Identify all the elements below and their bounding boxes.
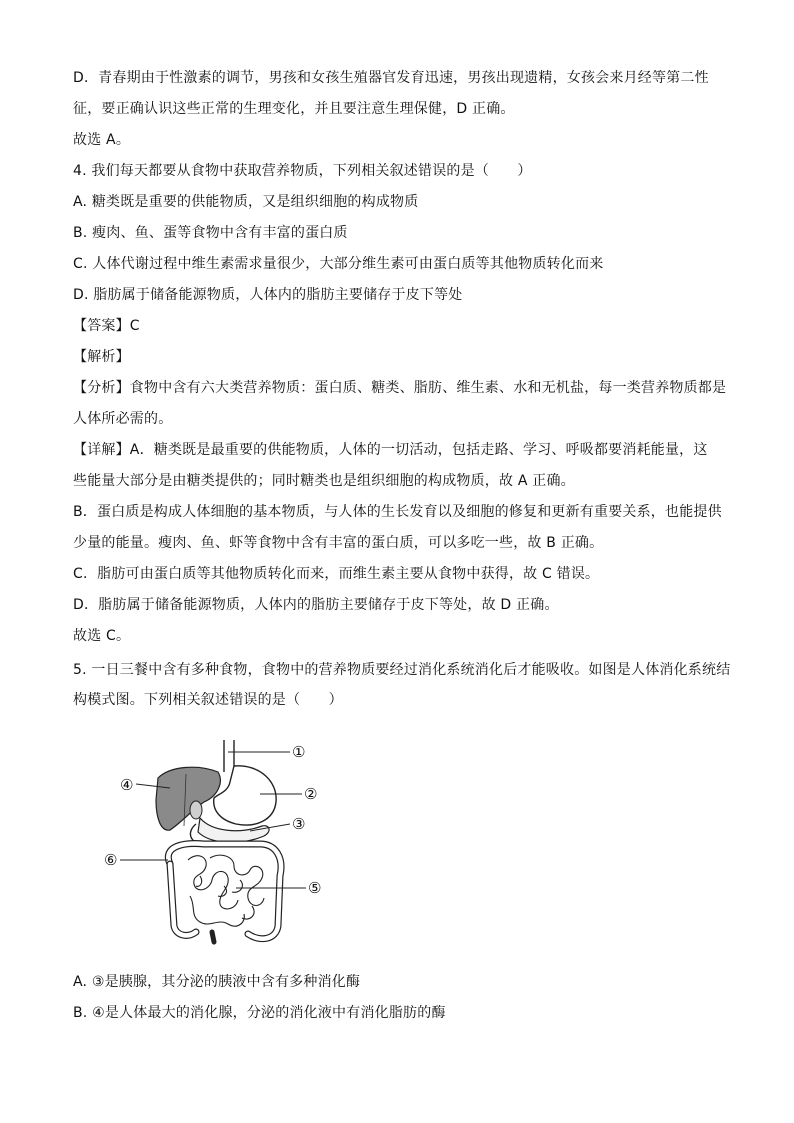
detail-line: 少量的能量。瘦肉、鱼、虾等食物中含有丰富的蛋白质，可以多吃一些，故 B 正确。 [73, 535, 604, 551]
detail-line: C．脂肪可由蛋白质等其他物质转化而来，而维生素主要从食物中获得，故 C 错误。 [73, 566, 600, 582]
analysis-heading: 【解析】 [73, 349, 130, 365]
digestive-system-diagram [100, 736, 340, 950]
liver [156, 767, 220, 830]
question-4-stem: 4. 我们每天都要从食物中获取营养物质，下列相关叙述错误的是（ ） [73, 163, 532, 179]
analysis-line: 【分析】食物中含有六大类营养物质：蛋白质、糖类、脂肪、维生素、水和无机盐，每一类营养物质都是 [73, 380, 727, 396]
option-b: B. 瘦肉、鱼、蛋等食物中含有丰富的蛋白质 [73, 225, 348, 241]
option-b: B. ④是人体最大的消化腺，分泌的消化液中有消化脂肪的酶 [73, 1005, 446, 1021]
detail-line: 【详解】A．糖类既是最重要的供能物质，人体的一切活动，包括走路、学习、呼吸都要消耗能量，这 [73, 442, 708, 458]
esophagus [224, 740, 234, 772]
text-line: 故选 A。 [73, 132, 131, 148]
label-2: ② [304, 785, 318, 803]
option-a: A. 糖类既是重要的供能物质，又是组织细胞的构成物质 [73, 194, 419, 210]
label-4: ④ [120, 776, 134, 794]
gallbladder [190, 801, 202, 819]
label-1: ① [292, 743, 306, 761]
detail-line: B．蛋白质是构成人体细胞的基本物质，与人体的生长发育以及细胞的修复和更新有重要关系，也能提供 [73, 504, 722, 520]
text-line: 征，要正确认识这些正常的生理变化，并且要注意生理保健，D 正确。 [73, 101, 515, 117]
detail-line: D．脂肪属于储备能源物质，人体内的脂肪主要储存于皮下等处，故 D 正确。 [73, 597, 559, 613]
option-c: C. 人体代谢过程中维生素需求量很少，大部分维生素可由蛋白质等其他物质转化而来 [73, 256, 604, 272]
option-a: A. ③是胰腺，其分泌的胰液中含有多种消化酶 [73, 974, 361, 990]
rectum [212, 932, 214, 942]
small-intestine [188, 855, 264, 926]
large-intestine [168, 844, 281, 939]
analysis-line: 人体所必需的。 [73, 411, 173, 427]
stomach [214, 766, 276, 825]
question-5-stem: 构模式图。下列相关叙述错误的是（ ） [73, 692, 343, 708]
question-5-stem: 5. 一日三餐中含有多种食物，食物中的营养物质要经过消化系统消化后才能吸收。如图是人体消化系统结 [73, 662, 731, 678]
label-6: ⑥ [104, 851, 118, 869]
label-3: ③ [292, 815, 306, 833]
text-line: D．青春期由于性激素的调节，男孩和女孩生殖器官发育迅速，男孩出现遗精，女孩会来月经等第二性 [73, 70, 709, 86]
label-5: ⑤ [308, 879, 322, 897]
detail-line: 些能量大部分是由糖类提供的；同时糖类也是组织细胞的构成物质，故 A 正确。 [73, 473, 575, 489]
option-d: D. 脂肪属于储备能源物质，人体内的脂肪主要储存于皮下等处 [73, 287, 463, 303]
text-line: 故选 C。 [73, 628, 131, 644]
answer-line: 【答案】C [73, 318, 140, 334]
